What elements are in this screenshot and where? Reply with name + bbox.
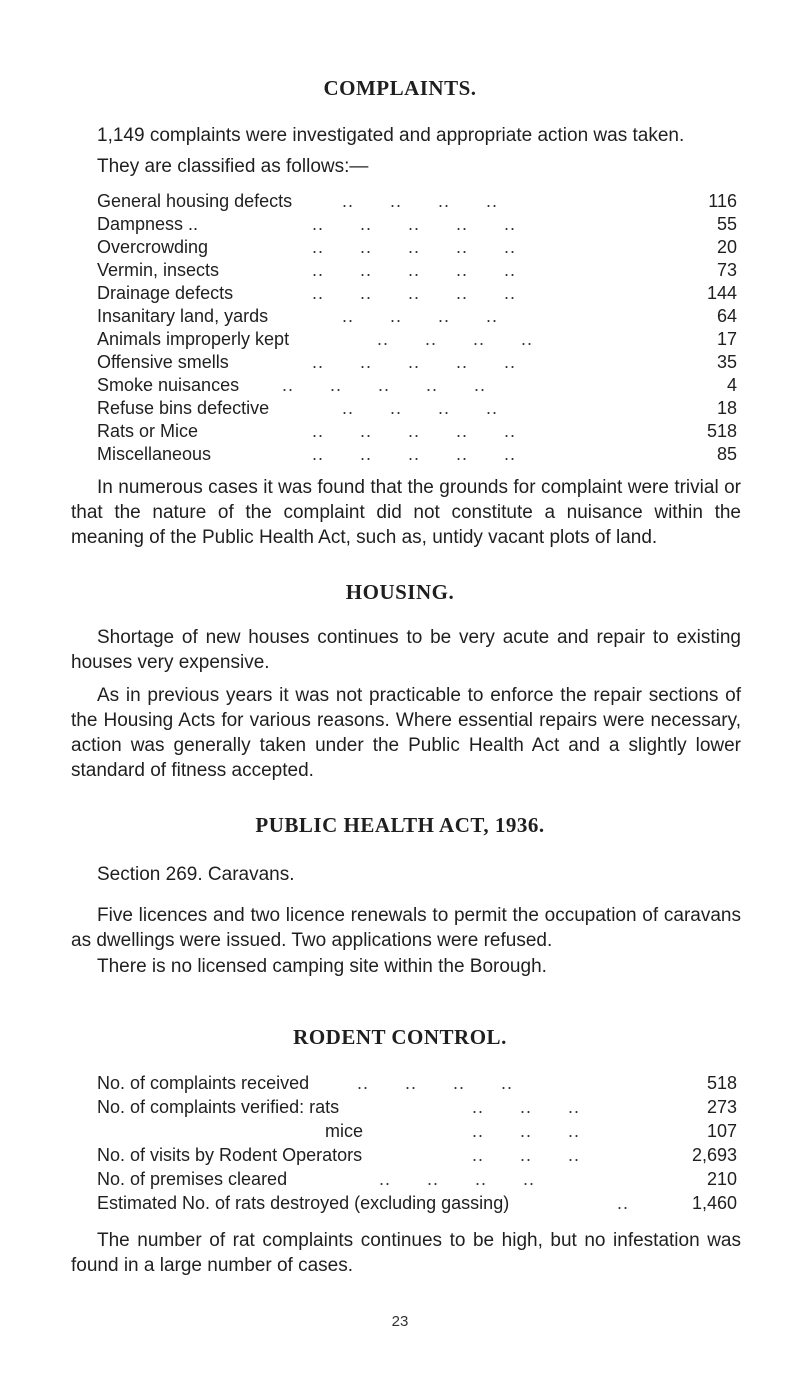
table-row: .. .. .. .. .. Dampness .. 55 xyxy=(97,214,737,234)
table-row: .. .. .. .. Insanitary land, yards 64 xyxy=(97,306,737,326)
table-row: .. .. .. .. General housing defects 116 xyxy=(97,191,737,211)
table-row: .. .. .. .. No. of premises cleared 210 xyxy=(97,1169,737,1189)
row-label: No. of premises cleared xyxy=(97,1169,288,1189)
row-value: 107 xyxy=(706,1121,737,1141)
table-row: .. .. .. .. .. Drainage defects 144 xyxy=(97,283,737,303)
row-label: No. of complaints verified: rats xyxy=(97,1097,340,1117)
row-value: 20 xyxy=(716,237,737,257)
row-label: Animals improperly kept xyxy=(97,329,290,349)
row-value: 64 xyxy=(716,306,737,326)
row-value: 17 xyxy=(716,329,737,349)
table-row: .. .. .. .. Animals improperly kept 17 xyxy=(97,329,737,349)
table-row: .. .. .. .. .. Miscellaneous 85 xyxy=(97,444,737,464)
row-value: 518 xyxy=(706,1073,737,1093)
row-label: Drainage defects xyxy=(97,283,234,303)
complaints-note: In numerous cases it was found that the grounds for complaint were trivial or that the nature of the complaint did not constitute a nuisance within the meaning of the Public Health Act, such as, untidy vacant plots of land. xyxy=(71,477,741,548)
table-row: .. .. .. .. .. Offensive smells 35 xyxy=(97,352,737,372)
row-value: 1,460 xyxy=(691,1193,737,1213)
row-value: 85 xyxy=(716,444,737,464)
row-value: 144 xyxy=(706,283,737,303)
row-label: Miscellaneous xyxy=(97,444,212,464)
row-value: 518 xyxy=(706,421,737,441)
row-value: 273 xyxy=(706,1097,737,1117)
row-label: Vermin, insects xyxy=(97,260,220,280)
housing-para-1: Shortage of new houses continues to be very acute and repair to existing houses very expensive. xyxy=(71,627,741,673)
table-row: .. Estimated No. of rats destroyed (excluding gassing) 1,460 xyxy=(97,1193,737,1213)
row-label: Rats or Mice xyxy=(97,421,199,441)
rodent-heading: RODENT CONTROL. xyxy=(293,1025,507,1049)
housing-heading: HOUSING. xyxy=(345,580,455,604)
row-value: 4 xyxy=(726,375,737,395)
row-label: mice xyxy=(325,1121,364,1141)
section-caption: Section 269. Caravans. xyxy=(97,864,295,885)
table-row: .. .. .. .. No. of complaints received 518 xyxy=(97,1073,737,1093)
row-label: Dampness .. xyxy=(97,214,199,234)
table-row: .. .. .. .. Refuse bins defective 18 xyxy=(97,398,737,418)
page-number: 23 xyxy=(391,1313,409,1330)
row-label: Insanitary land, yards xyxy=(97,306,269,326)
row-value: 2,693 xyxy=(691,1145,737,1165)
table-row: .. .. .. .. .. Rats or Mice 518 xyxy=(97,421,737,441)
complaints-intro: 1,149 complaints were investigated and appropriate action was taken. xyxy=(97,125,685,146)
rodent-note: The number of rat complaints continues to be high, but no infestation was found in a large number of cases. xyxy=(71,1230,741,1276)
row-label: No. of visits by Rodent Operators xyxy=(97,1145,363,1165)
table-row: .. .. .. .. .. Smoke nuisances 4 xyxy=(97,375,737,395)
row-label: No. of complaints received xyxy=(97,1073,310,1093)
row-value: 55 xyxy=(716,214,737,234)
public-health-heading: PUBLIC HEALTH ACT, 1936. xyxy=(255,813,545,837)
complaints-classified: They are classified as follows:— xyxy=(97,156,369,177)
row-value: 73 xyxy=(716,260,737,280)
row-value: 18 xyxy=(716,398,737,418)
row-label: Refuse bins defective xyxy=(97,398,270,418)
table-row: .. .. .. .. .. Overcrowding 20 xyxy=(97,237,737,257)
row-label: Smoke nuisances xyxy=(97,375,240,395)
row-label: General housing defects xyxy=(97,191,293,211)
table-row: .. .. .. .. .. Vermin, insects 73 xyxy=(97,260,737,280)
row-label: Overcrowding xyxy=(97,237,209,257)
table-row: .. .. .. mice 107 xyxy=(325,1121,737,1141)
table-row: .. .. .. No. of visits by Rodent Operators 2,693 xyxy=(97,1145,737,1165)
complaints-heading: COMPLAINTS. xyxy=(323,76,477,100)
row-label: Offensive smells xyxy=(97,352,229,372)
table-row: .. .. .. No. of complaints verified: rats 273 xyxy=(97,1097,737,1117)
housing-para-2: As in previous years it was not practicable to enforce the repair sections of the Housing Acts for various reasons. Where essential repairs were necessary, action was generally taken under the Public Health Act and a slightly lower standard of fitness accepted. xyxy=(71,685,741,781)
public-health-para-2: There is no licensed camping site within the Borough. xyxy=(97,956,547,977)
row-value: 35 xyxy=(716,352,737,372)
row-value: 210 xyxy=(706,1169,737,1189)
row-label: Estimated No. of rats destroyed (excluding gassing) xyxy=(97,1193,510,1213)
row-value: 116 xyxy=(708,191,737,211)
public-health-para-1: Five licences and two licence renewals to permit the occupation of caravans as dwellings were issued. Two applications were refused. xyxy=(71,905,741,951)
